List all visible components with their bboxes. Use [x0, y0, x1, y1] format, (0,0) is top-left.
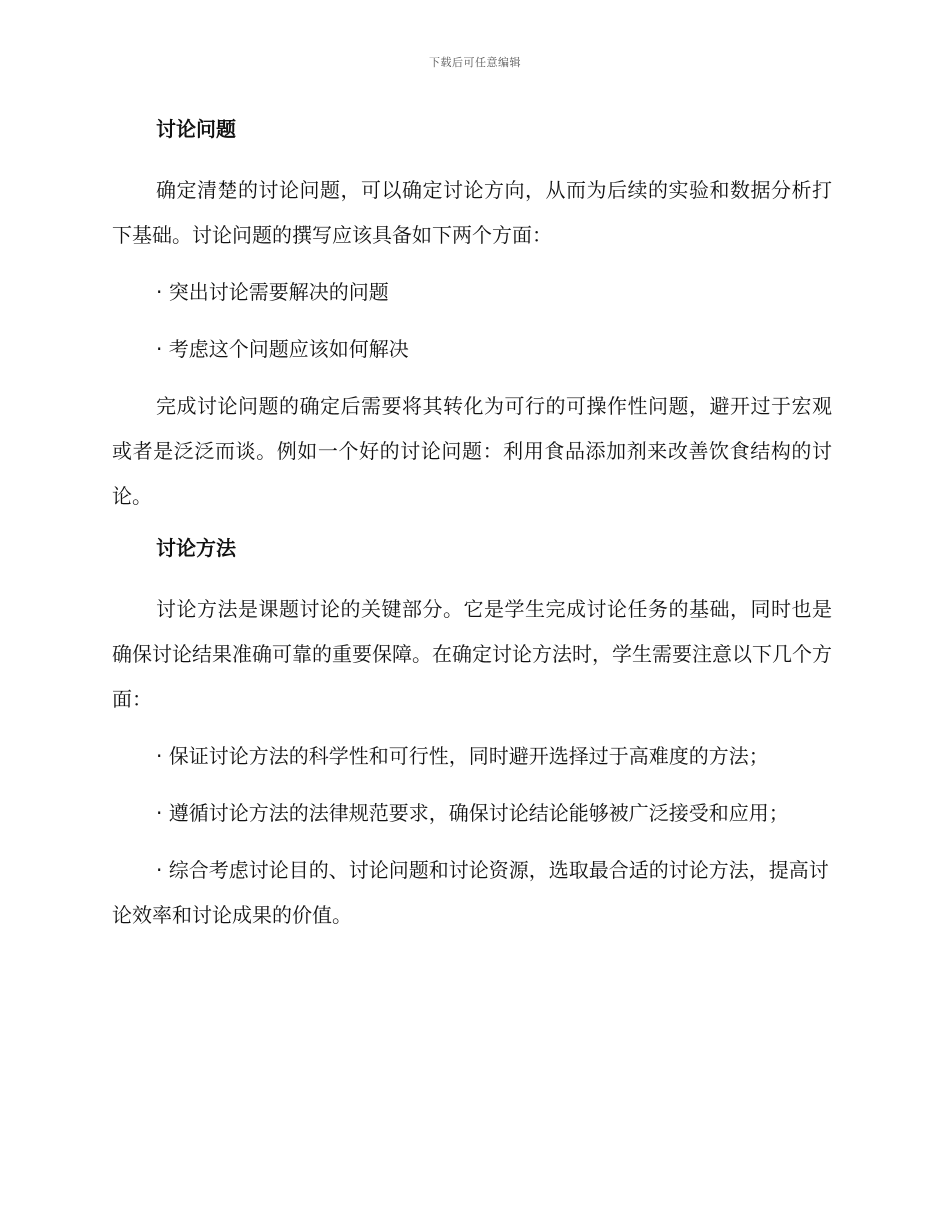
section-heading-discussion-method: 讨论方法	[156, 536, 236, 560]
page-header-note: 下载后可任意编辑	[429, 56, 521, 69]
paragraph: 完成讨论问题的确定后需要将其转化为可行的可操作性问题，避开过于宏观或者是泛泛而谈。例如一个好的讨论问题：利用食品添加剂来改善饮食结构的讨论。	[112, 394, 832, 508]
bullet-item: · 保证讨论方法的科学性和可行性，同时避开选择过于高难度的方法；	[156, 744, 769, 768]
bullet-item: · 综合考虑讨论目的、讨论问题和讨论资源，选取最合适的讨论方法，提高讨论效率和讨论成果的价值。	[112, 858, 829, 927]
bullet-item: · 突出讨论需要解决的问题	[156, 280, 389, 304]
section-heading-discussion-question: 讨论问题	[156, 117, 236, 141]
bullet-item: · 遵循讨论方法的法律规范要求，确保讨论结论能够被广泛接受和应用；	[156, 801, 789, 825]
paragraph: 讨论方法是课题讨论的关键部分。它是学生完成讨论任务的基础，同时也是确保讨论结果准确可靠的重要保障。在确定讨论方法时，学生需要注意以下几个方面：	[112, 597, 832, 711]
paragraph: 确定清楚的讨论问题，可以确定讨论方向，从而为后续的实验和数据分析打下基础。讨论问题的撰写应该具备如下两个方面：	[112, 178, 832, 247]
document-body	[112, 110, 832, 938]
bullet-item: · 考虑这个问题应该如何解决	[156, 337, 409, 361]
